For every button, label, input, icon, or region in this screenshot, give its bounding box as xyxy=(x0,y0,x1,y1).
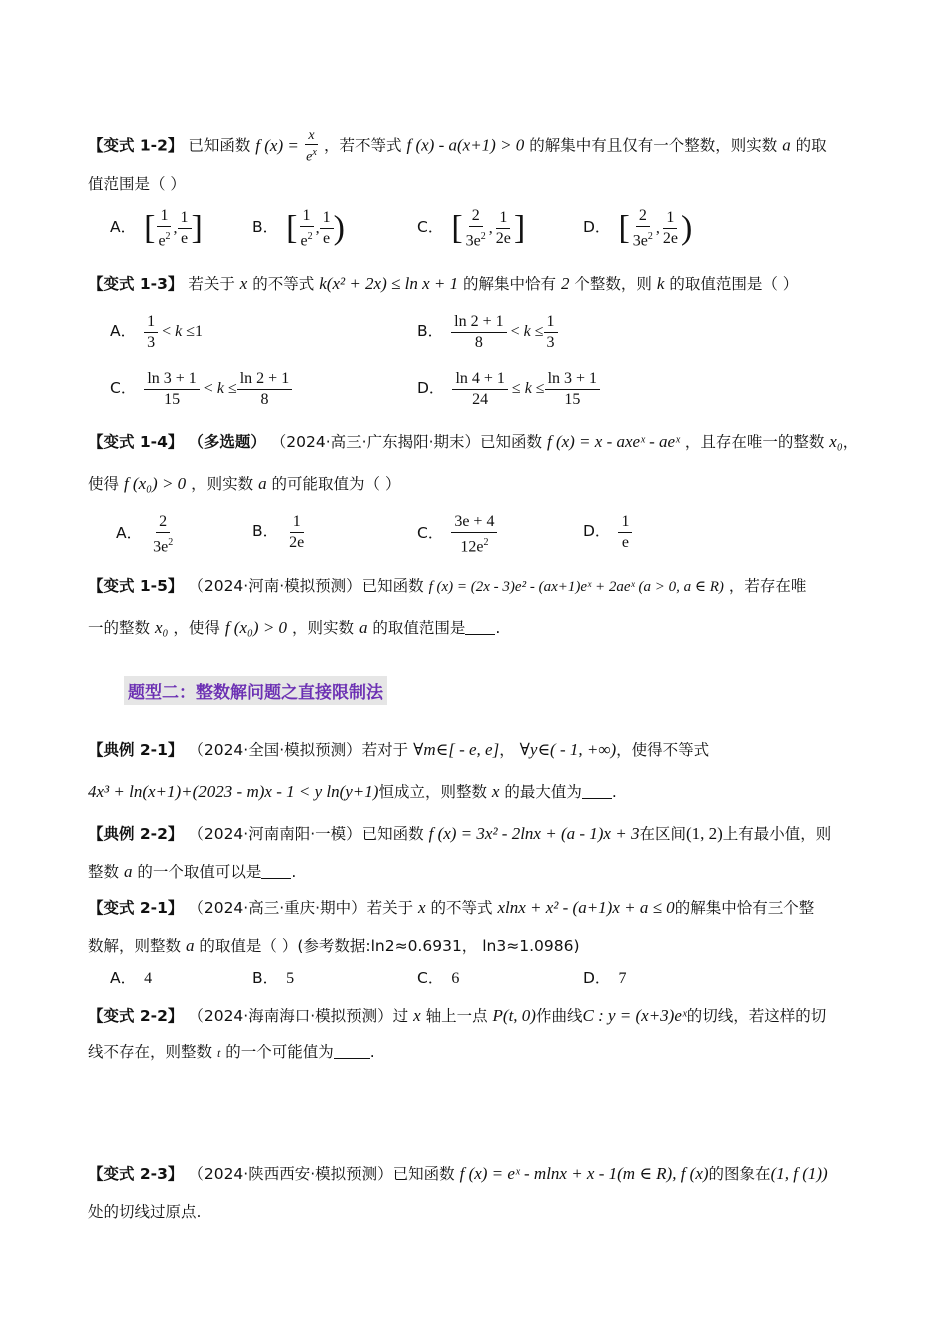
problem-v21-line1 xyxy=(88,896,878,920)
variable: k xyxy=(656,274,665,293)
problem-v15-line1 xyxy=(88,574,878,599)
problem-tag: 【变式 1-5】 xyxy=(88,577,184,595)
text: 的一个可能值为 xyxy=(225,1043,334,1061)
option-c[interactable]: C． $\frac{3e + 4}{12e^2}$ xyxy=(417,512,497,557)
inequality: f (x₀) > 0 xyxy=(224,618,288,637)
text: 已知函数 xyxy=(188,136,251,155)
option-b[interactable]: B． $\frac{1}{2e}$ xyxy=(252,513,305,551)
problem-v13-line1 xyxy=(88,272,878,296)
problem-d21-line1 xyxy=(88,738,878,762)
answer-blank[interactable] xyxy=(582,784,612,799)
text: （2024·高三·重庆·期中）若关于 xyxy=(188,899,414,917)
variable: x xyxy=(418,898,426,917)
function-def: f (x) = 3x² - 2lnx + (a - 1)x + 3 xyxy=(428,824,640,843)
problem-v14-line2 xyxy=(88,472,878,496)
text: 轴上一点 xyxy=(425,1007,488,1025)
problem-v23-line2: 处的切线过原点. xyxy=(88,1203,202,1221)
text: 的解集中恰有 xyxy=(463,275,557,293)
text: ，则实数 xyxy=(191,475,254,493)
variable: x₀ xyxy=(829,432,843,451)
text: 的取值范围是 xyxy=(372,619,466,637)
problem-tag: 【变式 2-2】 xyxy=(88,1007,184,1025)
problem-v22-line1 xyxy=(88,1004,878,1028)
option-d[interactable]: D． $\frac{1}{e}$ xyxy=(583,512,632,553)
variable: a xyxy=(258,474,267,493)
text: 的不等式 xyxy=(430,899,493,917)
point: (1, f (1)) xyxy=(770,1164,828,1183)
text: 的不等式 xyxy=(252,275,315,293)
problem-tag: 【变式 1-2】 xyxy=(88,136,184,155)
text: （2024·高三·广东揭阳·期末）已知函数 xyxy=(270,433,543,451)
problem-tag: 【典例 2-1】 xyxy=(88,741,184,759)
inequality: xlnx + x² - (a+1)x + a ≤ 0 xyxy=(497,898,675,917)
function-def: f (x) = eˣ - mlnx + x - 1(m ∈ R), f (x) xyxy=(459,1164,709,1183)
options-v12 xyxy=(110,206,870,250)
options-v14 xyxy=(116,512,876,558)
problem-tag: 【变式 2-3】 xyxy=(88,1165,184,1183)
problem-v12-line1 xyxy=(88,128,878,166)
text: （2024·河南·模拟预测）已知函数 xyxy=(188,577,424,595)
options-v21 xyxy=(110,966,870,990)
section-heading: 题型二：整数解问题之直接限制法 xyxy=(124,676,387,705)
option-b[interactable]: B． [ $\frac{1}{e^2}$ , $\frac{1}{e}$ ) xyxy=(252,207,345,250)
text: 若关于 xyxy=(188,275,235,293)
condition: ∀m∈[ - e, e] xyxy=(413,740,500,759)
inequality: 4x³ + ln(x+1)+(2023 - m)x - 1 < y ln(y+1) xyxy=(88,782,379,801)
variable: x xyxy=(491,782,500,801)
option-a[interactable]: A． 4 xyxy=(110,969,153,987)
text: 作曲线 xyxy=(535,1007,583,1025)
option-d[interactable]: D． 7 xyxy=(583,969,627,987)
option-c[interactable]: C． $\frac{\ln 3 + 1}{15}$ < k ≤ $\frac{\ln 2 + 1}{8}$ xyxy=(110,369,292,410)
option-a[interactable]: A． [ $\frac{1}{e^2}$ , $\frac{1}{e}$ ] xyxy=(110,207,203,250)
text: 的取值范围是（ ） xyxy=(669,275,799,293)
problem-tag: 【典例 2-2】 xyxy=(88,825,184,843)
option-c[interactable]: C． 6 xyxy=(417,969,460,987)
text: ，且存在唯一的整数 xyxy=(684,433,825,451)
text: 线不存在，则整数 xyxy=(88,1043,213,1061)
text: ，若存在唯 xyxy=(728,577,807,595)
text: 恒成立，则整数 xyxy=(378,783,487,801)
problem-v14-line1: 【变式 1-4】 （多选题） （2024·高三·广东揭阳·期末）已知函数 f (x) = x - axeˣ - aeˣ ，且存在唯一的整数 x₀， xyxy=(88,432,859,451)
text: 数解，则整数 xyxy=(88,937,182,955)
function-def: f (x) = x - axeˣ - aeˣ xyxy=(546,432,680,451)
variable: x xyxy=(239,274,248,293)
problem-v12-line2: 值范围是（ ） xyxy=(88,175,186,193)
text: （2024·全国·模拟预测）若对于 xyxy=(188,741,409,759)
text: ，若不等式 xyxy=(324,136,402,155)
option-c[interactable]: C． [ $\frac{2}{3e^2}$ , $\frac{1}{2e}$ ] xyxy=(417,207,526,250)
option-a[interactable]: A． $\frac{1}{3}$ < k ≤1 xyxy=(110,313,204,351)
problem-tag: 【变式 1-3】 xyxy=(88,275,184,293)
inequality: f (x) - a(x+1) > 0 xyxy=(406,135,525,155)
problem-v15-line2 xyxy=(88,616,878,640)
text: 使得 xyxy=(88,475,120,493)
text: ，使得 xyxy=(173,619,220,637)
text: . xyxy=(611,783,617,801)
options-v13 xyxy=(110,312,870,422)
inequality: f (x₀) > 0 xyxy=(123,474,187,493)
text: . xyxy=(369,1043,375,1061)
variable: a xyxy=(185,936,195,955)
text: ， xyxy=(499,741,515,759)
text: ，则实数 xyxy=(291,619,354,637)
answer-blank[interactable] xyxy=(261,864,291,879)
problem-tag: 【变式 1-4】 xyxy=(88,433,184,451)
variable: a xyxy=(358,618,368,637)
problem-v22-line2 xyxy=(88,1040,878,1065)
text: 的图象在 xyxy=(708,1165,771,1183)
text: ，使得不等式 xyxy=(616,741,710,759)
text: （2024·海南海口·模拟预测）过 xyxy=(188,1007,409,1025)
count: 2 xyxy=(560,274,570,293)
text: （2024·河南南阳·一模）已知函数 xyxy=(188,825,424,843)
text: 在区间 xyxy=(639,825,686,843)
option-b[interactable]: B． 5 xyxy=(252,969,295,987)
text: 的解集中有且仅有一个整数，则实数 xyxy=(529,136,778,155)
answer-blank[interactable] xyxy=(334,1044,370,1059)
option-d[interactable]: D． $\frac{\ln 4 + 1}{24}$ ≤ k ≤ $\frac{\ln 3 + 1}{15}$ xyxy=(417,369,600,410)
curve: C : y = (x+3)eˣ xyxy=(582,1006,687,1025)
problem-d21-line2 xyxy=(88,780,878,804)
variable: a xyxy=(782,135,791,155)
interval: (1, 2) xyxy=(685,824,723,843)
condition: ∀y∈( - 1, +∞) xyxy=(519,740,617,759)
text: 的取值是（ ）(参考数据:ln2≈0.6931， ln3≈1.0986) xyxy=(199,937,580,955)
text: . xyxy=(495,619,501,637)
variable: t xyxy=(216,1046,221,1060)
text: 一的整数 xyxy=(88,619,151,637)
text: 的最大值为 xyxy=(504,783,582,801)
problem-d22-line2 xyxy=(88,860,878,884)
text: 的切线，若这样的切 xyxy=(686,1007,827,1025)
text: 的可能取值为（ ） xyxy=(271,475,401,493)
text: 上有最小值，则 xyxy=(722,825,832,843)
function-def: f (x) = (2x - 3)e² - (ax+1)eˣ + 2aeˣ (a > 0, a ∈ R) xyxy=(428,579,724,595)
problem-d22-line1 xyxy=(88,822,878,846)
problem-tag: 【变式 2-1】 xyxy=(88,899,184,917)
option-a[interactable]: A． $\frac{2}{3e^2}$ xyxy=(116,513,174,556)
function-def: f (x) = $\frac{x}{e^x}$ xyxy=(255,128,317,165)
text: 的取 xyxy=(795,136,827,155)
option-d[interactable]: D． [ $\frac{2}{3e^2}$ , $\frac{1}{2e}$ ) xyxy=(583,207,693,250)
problem-v23-line1 xyxy=(88,1162,878,1186)
text: . xyxy=(291,863,297,881)
point: P(t, 0) xyxy=(492,1006,536,1025)
text: 的一个取值可以是 xyxy=(137,863,262,881)
inequality: k(x² + 2x) ≤ ln x + 1 xyxy=(319,274,459,293)
variable: x₀ xyxy=(154,618,169,637)
variable: x xyxy=(413,1006,421,1025)
text: 个整数，则 xyxy=(574,275,652,293)
text: 的解集中恰有三个整 xyxy=(674,899,815,917)
problem-v21-line2 xyxy=(88,934,878,958)
text: （2024·陕西西安·模拟预测）已知函数 xyxy=(188,1165,455,1183)
answer-blank[interactable] xyxy=(465,620,495,635)
option-b[interactable]: B． $\frac{\ln 2 + 1}{8}$ < k ≤ $\frac{1}{3}$ xyxy=(417,312,558,353)
text: 整数 xyxy=(88,863,120,881)
variable: a xyxy=(123,862,133,881)
problem-kind: （多选题） xyxy=(188,433,266,451)
